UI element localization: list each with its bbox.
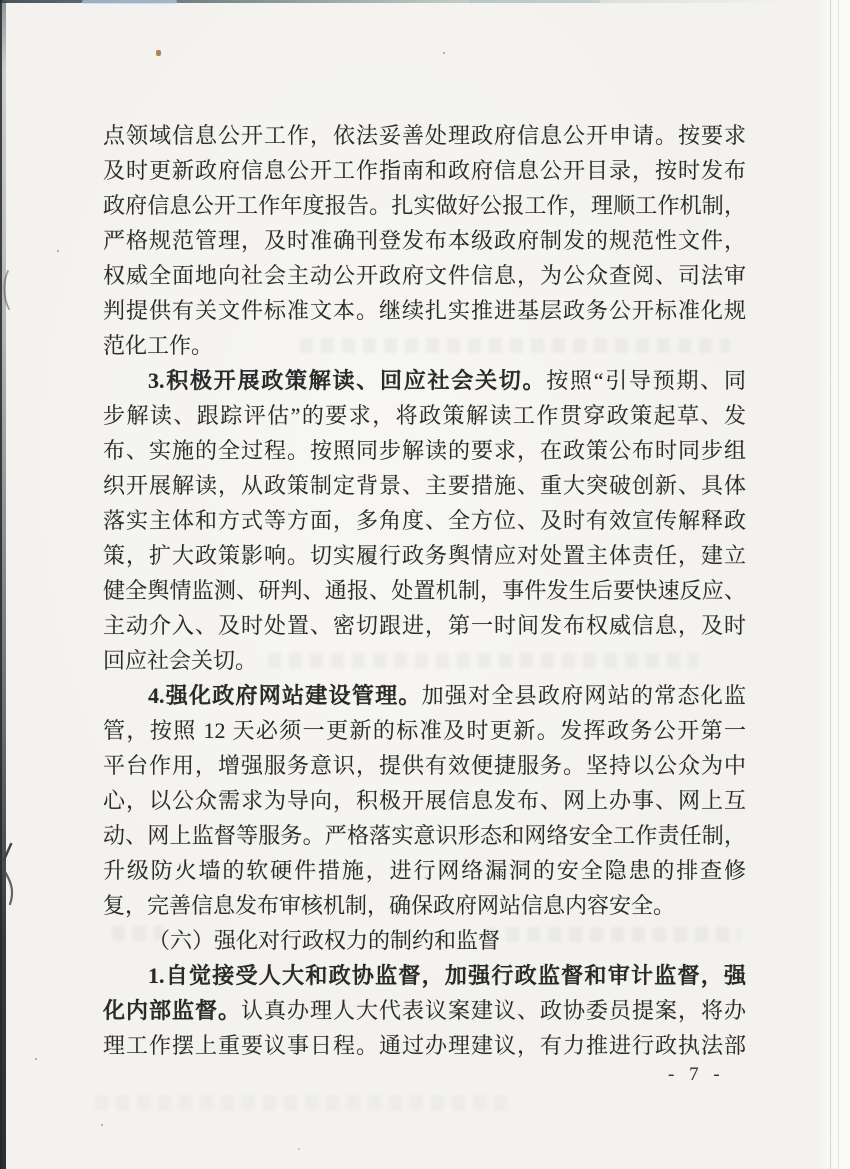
text-segment: 判提供有关文件标准文本。继续扎实推进基层政务公开标准化规: [103, 298, 746, 323]
text-line: [103, 538, 746, 573]
bold-text-segment: 3.积极开展政策解读、回应社会关切。: [148, 368, 547, 393]
text-line: [103, 293, 746, 328]
scan-edge-blue-tint: [82, 0, 177, 4]
scan-edge-teal-tint: [470, 0, 600, 3]
text-line: [103, 888, 746, 923]
text-segment: 步解读、跟踪评估”的要求，将政策解读工作贯穿政策起草、发: [103, 403, 746, 428]
text-segment: 按照“引导预期、同: [546, 368, 746, 393]
bold-text-segment: 1.自觉接受人大和政协监督，加强行政监督和审计监督，强: [148, 963, 746, 988]
text-line: [103, 468, 746, 503]
text-line: [103, 223, 746, 258]
text-line: [103, 363, 746, 398]
text-segment: 复，完善信息发布审核机制，确保政府网站信息内容安全。: [103, 893, 676, 918]
paper-speck: [57, 250, 59, 252]
bleedthrough-ghost: [95, 1095, 515, 1110]
scan-hair-marks: [0, 832, 26, 932]
text-segment: 点领域信息公开工作，依法妥善处理政府信息公开申请。按要求: [103, 123, 746, 148]
scan-hair-mark: [0, 268, 14, 312]
text-segment: 政府信息公开工作年度报告。扎实做好公报工作，理顺工作机制，: [103, 193, 746, 218]
paper-edge-right: [818, 0, 850, 1169]
text-line: [103, 818, 746, 853]
text-line: [103, 1028, 746, 1063]
text-line: [103, 118, 746, 153]
text-line: [103, 853, 746, 888]
text-segment: 动、网上监督等服务。严格落实意识形态和网络安全工作责任制，: [103, 823, 746, 848]
text-line: [103, 713, 746, 748]
text-segment: 落实主体和方式等方面，多角度、全方位、及时有效宣传解释政: [103, 508, 746, 533]
text-line: [103, 398, 746, 433]
text-line: [103, 503, 746, 538]
text-segment: 及时更新政府信息公开工作指南和政府信息公开目录，按时发布: [103, 158, 746, 183]
text-segment: 升级防火墙的软硬件措施，进行网络漏洞的安全隐患的排查修: [103, 858, 746, 883]
text-segment: 理工作摆上重要议事日程。通过办理建议，有力推进行政执法部: [103, 1033, 746, 1058]
text-segment: 心，以公众需求为导向，积极开展信息发布、网上办事、网上互: [103, 788, 746, 813]
text-segment: 健全舆情监测、研判、通报、处置机制，事件发生后要快速反应、: [103, 578, 746, 603]
text-segment: 加强对全县政府网站的常态化监: [421, 683, 746, 708]
text-segment: 范化工作。: [103, 333, 214, 358]
text-line: [103, 328, 746, 363]
text-line: [103, 573, 746, 608]
text-segment: 布、实施的全过程。按照同步解读的要求，在政策公布时同步组: [103, 438, 746, 463]
text-segment: 织开展解读，从政策制定背景、主要措施、重大突破创新、具体: [103, 473, 746, 498]
text-line: [103, 153, 746, 188]
paper-speck: [156, 50, 161, 56]
text-line: [103, 188, 746, 223]
text-line: [103, 958, 746, 993]
text-segment: 认真办理人大代表议案建议、政协委员提案，将办: [241, 998, 746, 1023]
scan-edge-left-core: [0, 0, 2, 1169]
text-segment: 策，扩大政策影响。切实履行政务舆情应对处置主体责任，建立: [103, 543, 746, 568]
page-number: - 7 -: [668, 1064, 725, 1085]
text-segment: 平台作用，增强服务意识，提供有效便捷服务。坚持以公众为中: [103, 753, 746, 778]
text-segment: （六）强化对行政权力的制约和监督: [148, 928, 501, 953]
text-segment: 主动介入、及时处置、密切跟进，第一时间发布权威信息，及时: [103, 613, 746, 638]
paper-speck: [443, 52, 445, 54]
text-line: [103, 993, 746, 1028]
paper-edge-line: [838, 0, 839, 1169]
text-line: [103, 608, 746, 643]
bold-text-segment: 4.强化政府网站建设管理。: [148, 683, 422, 708]
text-segment: 严格规范管理，及时准确刊登发布本级政府制发的规范性文件，: [103, 228, 746, 253]
text-line: [103, 678, 746, 713]
text-line: [103, 748, 746, 783]
text-segment: 权威全面地向社会主动公开政府文件信息，为公众查阅、司法审: [103, 263, 746, 288]
text-line: [103, 258, 746, 293]
paper-speck: [35, 1058, 37, 1060]
text-line: [103, 643, 746, 678]
text-segment: 管，按照 12 天必须一更新的标准及时更新。发挥政务公开第一: [103, 718, 746, 743]
text-line: [103, 923, 746, 958]
paper-speck: [298, 1148, 300, 1150]
paper-edge-line: [830, 0, 831, 1169]
document-text: [103, 118, 746, 1063]
bold-text-segment: 化内部监督。: [103, 998, 241, 1023]
text-line: [103, 783, 746, 818]
text-segment: 回应社会关切。: [103, 648, 258, 673]
paper-speck: [101, 1124, 103, 1126]
text-line: [103, 433, 746, 468]
